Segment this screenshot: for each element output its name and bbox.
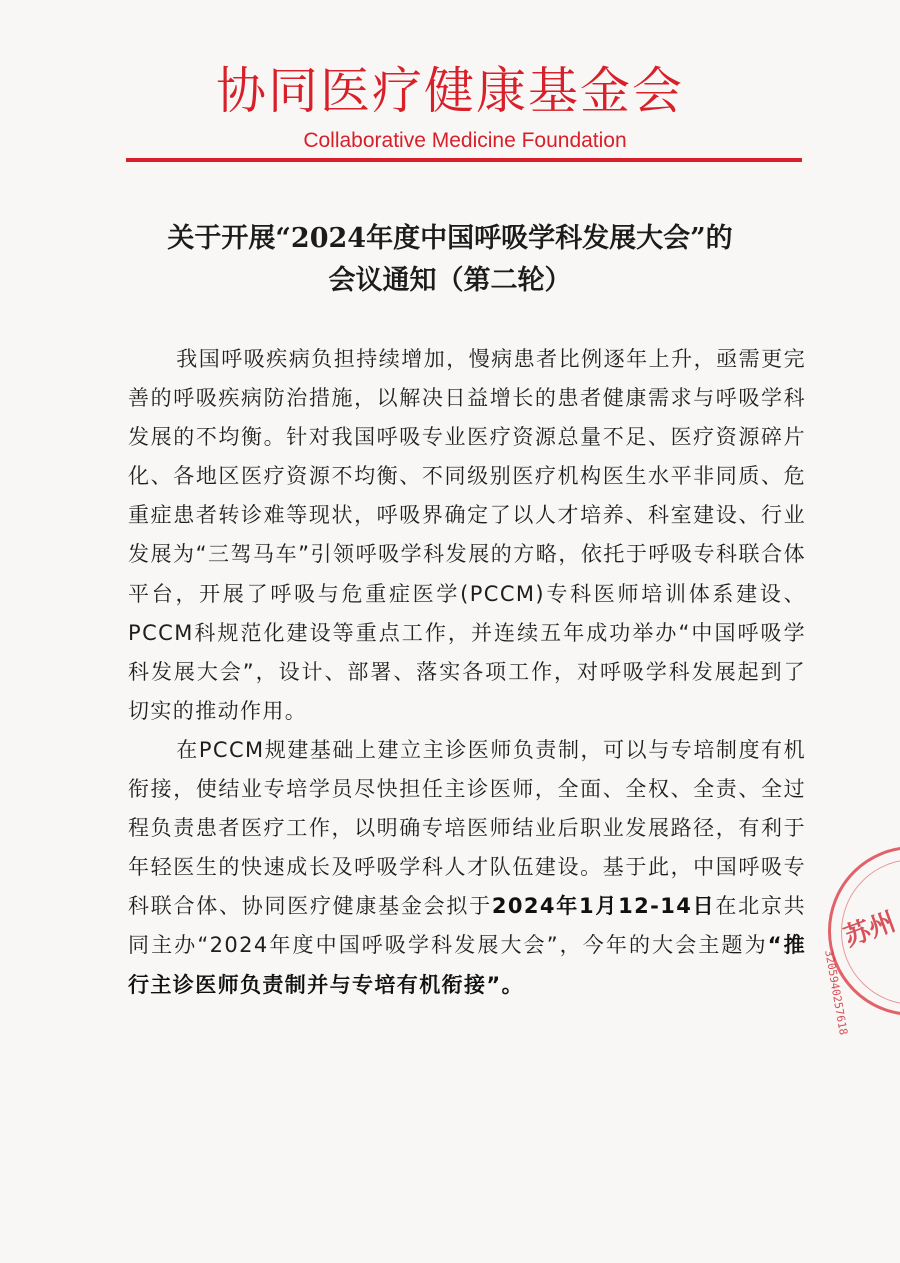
org-name-english: Collaborative Medicine Foundation bbox=[303, 129, 627, 152]
seal-text: 苏州 bbox=[840, 906, 900, 953]
seal-number: 3205940257618 bbox=[822, 949, 850, 1037]
paragraph-2-text-b: 在北京共同主办“2024年度中国呼吸学科发展大会”，今年的大会主题为 bbox=[128, 894, 807, 958]
org-name-chinese: 协同医疗健康基金会 bbox=[216, 62, 684, 120]
body-paragraph-2 bbox=[128, 731, 806, 1005]
meeting-date: 2024年1月12-14日 bbox=[491, 894, 716, 919]
meeting-theme: “推行主诊医师负责制并与专培有机衔接”。 bbox=[128, 933, 806, 997]
title-line-1: 关于开展“2024年度中国呼吸学科发展大会”的 bbox=[167, 223, 733, 254]
document-title bbox=[0, 218, 900, 302]
title-line-2: 会议通知（第二轮） bbox=[328, 265, 572, 296]
document-body bbox=[128, 340, 806, 1005]
body-paragraph-1: 我国呼吸疾病负担持续增加，慢病患者比例逐年上升，亟需更完善的呼吸疾病防治措施，以解决日益增长的患者健康需求与呼吸学科发展的不均衡。针对我国呼吸专业医疗资源总量不足、医疗资源碎片化、各地区医疗资源不均衡、不同级别医疗机构医生水平非同质、危重症患者转诊难等现状，呼吸界确定了以人才培养、科室建设、行业发展为“三驾马车”引领呼吸学科发展的方略，依托于呼吸专科联合体平台，开展了呼吸与危重症医学(PCCM)专科医师培训体系建设、PCCM科规范化建设等重点工作，并连续五年成功举办“中国呼吸学科发展大会”，设计、部署、落实各项工作，对呼吸学科发展起到了切实的推动作用。 bbox=[128, 347, 806, 723]
paragraph-2-text-a: 在PCCM规建基础上建立主诊医师负责制，可以与专培制度有机衔接，使结业专培学员尽快担任主诊医师，全面、全权、全责、全过程负责患者医疗工作，以明确专培医师结业后职业发展路径，有利于年轻医生的快速成长及呼吸学科人才队伍建设。基于此，中国呼吸专科联合体、协同医疗健康基金会拟于 bbox=[128, 737, 806, 919]
header-divider bbox=[126, 158, 802, 162]
official-seal bbox=[822, 846, 900, 1037]
